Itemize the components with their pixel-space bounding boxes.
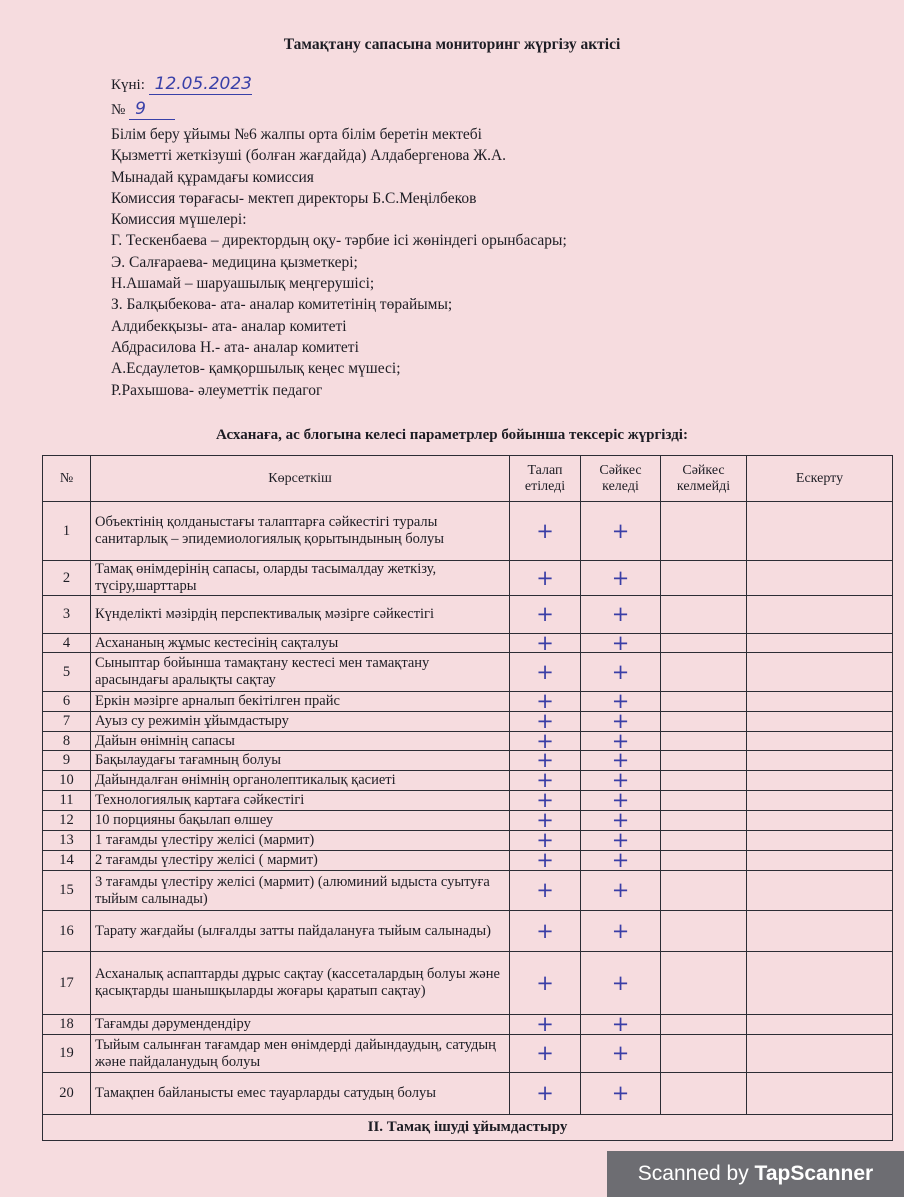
row-number: 17 bbox=[43, 952, 91, 1015]
table-row bbox=[43, 712, 893, 732]
row-compliant-mark: + bbox=[581, 952, 661, 1015]
section-two-title: ІІ. Тамақ ішуді ұйымдастыру bbox=[43, 1115, 893, 1141]
number-value: 9 bbox=[129, 99, 175, 120]
info-line: Абдрасилова Н.- ата- аналар комитеті bbox=[111, 338, 359, 356]
row-note bbox=[747, 771, 893, 791]
row-required-mark: + bbox=[510, 1035, 581, 1073]
row-required-mark: + bbox=[510, 634, 581, 653]
row-number: 9 bbox=[43, 751, 91, 771]
row-required-mark: + bbox=[510, 502, 581, 561]
row-indicator: Сыныптар бойынша тамақтану кестесі мен тамақтану арасындағы аралықты сақтау bbox=[91, 653, 510, 692]
info-line: Комиссия мүшелері: bbox=[111, 211, 247, 229]
number-label: № bbox=[111, 102, 126, 118]
row-number: 10 bbox=[43, 771, 91, 791]
row-compliant-mark: + bbox=[581, 561, 661, 596]
row-indicator: Тыйым салынған тағамдар мен өнімдерді дайындаудың, сатудың және пайдаланудың болуы bbox=[91, 1035, 510, 1073]
row-indicator: Объектінің қолданыстағы талаптарға сәйкестігі туралы санитарлық – эпидемиологиялық қорытындының болуы bbox=[91, 502, 510, 561]
info-line: Білім беру ұйымы №6 жалпы орта білім беретін мектебі bbox=[111, 126, 482, 143]
row-note bbox=[747, 851, 893, 871]
table-row bbox=[43, 596, 893, 634]
row-noncompliant-mark bbox=[661, 851, 747, 871]
row-number: 5 bbox=[43, 653, 91, 692]
row-required-mark: + bbox=[510, 831, 581, 851]
table-row bbox=[43, 634, 893, 653]
inspection-table bbox=[42, 455, 893, 1141]
row-number: 18 bbox=[43, 1015, 91, 1035]
row-indicator: Бақылаудағы тағамның болуы bbox=[91, 751, 510, 771]
row-compliant-mark: + bbox=[581, 851, 661, 871]
row-compliant-mark: + bbox=[581, 911, 661, 952]
row-noncompliant-mark bbox=[661, 1073, 747, 1115]
info-line: Мынадай құрамдағы комиссия bbox=[111, 168, 314, 186]
row-required-mark: + bbox=[510, 732, 581, 751]
row-indicator: Тамақпен байланысты емес тауарларды сатудың болуы bbox=[91, 1073, 510, 1115]
row-noncompliant-mark bbox=[661, 811, 747, 831]
table-row bbox=[43, 751, 893, 771]
row-note bbox=[747, 1073, 893, 1115]
info-line: Э. Салғараева- медицина қызметкері; bbox=[111, 253, 358, 271]
date-line bbox=[111, 74, 252, 95]
row-number: 12 bbox=[43, 811, 91, 831]
row-noncompliant-mark bbox=[661, 952, 747, 1015]
row-noncompliant-mark bbox=[661, 596, 747, 634]
row-compliant-mark: + bbox=[581, 692, 661, 712]
row-indicator: Тарату жағдайы (ылғалды затты пайдалануға тыйым салынады) bbox=[91, 911, 510, 952]
table-row bbox=[43, 653, 893, 692]
row-compliant-mark: + bbox=[581, 791, 661, 811]
row-indicator: Дайын өнімнің сапасы bbox=[91, 732, 510, 751]
row-compliant-mark: + bbox=[581, 1035, 661, 1073]
row-compliant-mark: + bbox=[581, 502, 661, 561]
row-required-mark: + bbox=[510, 811, 581, 831]
row-compliant-mark: + bbox=[581, 634, 661, 653]
info-line: З. Балқыбекова- ата- аналар комитетінің төрайымы; bbox=[111, 296, 453, 314]
number-line bbox=[111, 99, 175, 120]
table-row bbox=[43, 1015, 893, 1035]
table-row bbox=[43, 911, 893, 952]
row-noncompliant-mark bbox=[661, 1015, 747, 1035]
row-noncompliant-mark bbox=[661, 831, 747, 851]
table-row bbox=[43, 732, 893, 751]
row-note bbox=[747, 692, 893, 712]
info-line: Р.Рахышова- әлеуметтік педагог bbox=[111, 381, 323, 399]
row-noncompliant-mark bbox=[661, 692, 747, 712]
row-number: 1 bbox=[43, 502, 91, 561]
watermark-prefix: Scanned by bbox=[637, 1162, 755, 1185]
row-required-mark: + bbox=[510, 871, 581, 911]
table-row bbox=[43, 871, 893, 911]
row-required-mark: + bbox=[510, 1015, 581, 1035]
row-noncompliant-mark bbox=[661, 791, 747, 811]
document-title: Тамақтану сапасына мониторинг жүргізу актісі bbox=[283, 36, 621, 53]
row-required-mark: + bbox=[510, 911, 581, 952]
row-compliant-mark: + bbox=[581, 871, 661, 911]
row-compliant-mark: + bbox=[581, 1073, 661, 1115]
row-compliant-mark: + bbox=[581, 771, 661, 791]
header-note: Ескерту bbox=[747, 456, 893, 502]
row-compliant-mark: + bbox=[581, 732, 661, 751]
header-required: Талап етіледі bbox=[510, 456, 581, 502]
row-indicator: 10 порцияны бақылап өлшеу bbox=[91, 811, 510, 831]
row-required-mark: + bbox=[510, 653, 581, 692]
table-row bbox=[43, 771, 893, 791]
row-note bbox=[747, 871, 893, 911]
row-note bbox=[747, 952, 893, 1015]
header-compliant: Сәйкес келеді bbox=[581, 456, 661, 502]
row-note bbox=[747, 732, 893, 751]
row-number: 13 bbox=[43, 831, 91, 851]
row-compliant-mark: + bbox=[581, 653, 661, 692]
row-required-mark: + bbox=[510, 596, 581, 634]
row-required-mark: + bbox=[510, 771, 581, 791]
row-note bbox=[747, 811, 893, 831]
row-note bbox=[747, 634, 893, 653]
header-indicator: Көрсеткіш bbox=[91, 456, 510, 502]
row-noncompliant-mark bbox=[661, 653, 747, 692]
row-required-mark: + bbox=[510, 851, 581, 871]
row-number: 3 bbox=[43, 596, 91, 634]
info-line: Н.Ашамай – шаруашылық меңгерушісі; bbox=[111, 275, 375, 293]
row-number: 6 bbox=[43, 692, 91, 712]
info-line: Комиссия төрағасы- мектеп директоры Б.С.Меңілбеков bbox=[111, 189, 477, 207]
row-compliant-mark: + bbox=[581, 751, 661, 771]
date-label: Күні: bbox=[111, 77, 145, 93]
row-indicator: Тағамды дәрумендендіру bbox=[91, 1015, 510, 1035]
row-required-mark: + bbox=[510, 952, 581, 1015]
table-header-row bbox=[43, 456, 893, 502]
row-note bbox=[747, 596, 893, 634]
row-noncompliant-mark bbox=[661, 732, 747, 751]
info-line: Алдибекқызы- ата- аналар комитеті bbox=[111, 317, 347, 335]
row-noncompliant-mark bbox=[661, 712, 747, 732]
row-indicator: Еркін мәзірге арналып бекітілген прайс bbox=[91, 692, 510, 712]
row-noncompliant-mark bbox=[661, 502, 747, 561]
row-number: 15 bbox=[43, 871, 91, 911]
table-row bbox=[43, 851, 893, 871]
row-required-mark: + bbox=[510, 561, 581, 596]
row-note bbox=[747, 502, 893, 561]
row-indicator: Тамақ өнімдерінің сапасы, оларды тасымалдау жеткізу, түсіру,шарттары bbox=[91, 561, 510, 596]
section-row bbox=[43, 1115, 893, 1141]
row-required-mark: + bbox=[510, 692, 581, 712]
row-number: 19 bbox=[43, 1035, 91, 1073]
table-row bbox=[43, 1073, 893, 1115]
row-indicator: Асхананың жұмыс кестесінің сақталуы bbox=[91, 634, 510, 653]
row-note bbox=[747, 712, 893, 732]
row-noncompliant-mark bbox=[661, 871, 747, 911]
row-number: 4 bbox=[43, 634, 91, 653]
scanner-watermark bbox=[607, 1151, 904, 1197]
row-number: 8 bbox=[43, 732, 91, 751]
row-number: 20 bbox=[43, 1073, 91, 1115]
table-row bbox=[43, 791, 893, 811]
inspection-subtitle: Асханаға, ас блогына келесі параметрлер бойынша тексеріс жүргізді: bbox=[216, 427, 688, 443]
row-noncompliant-mark bbox=[661, 751, 747, 771]
row-compliant-mark: + bbox=[581, 831, 661, 851]
row-note bbox=[747, 831, 893, 851]
row-indicator: 3 тағамды үлестіру желісі (мармит) (алюминий ыдыста суытуға тыйым салынады) bbox=[91, 871, 510, 911]
row-indicator: Ауыз су режимін ұйымдастыру bbox=[91, 712, 510, 732]
row-indicator: 2 тағамды үлестіру желісі ( мармит) bbox=[91, 851, 510, 871]
row-compliant-mark: + bbox=[581, 596, 661, 634]
row-number: 2 bbox=[43, 561, 91, 596]
info-line: А.Есдаулетов- қамқоршылық кеңес мүшесі; bbox=[111, 360, 401, 378]
row-noncompliant-mark bbox=[661, 771, 747, 791]
row-indicator: Технологиялық картаға сәйкестігі bbox=[91, 791, 510, 811]
row-note bbox=[747, 1035, 893, 1073]
watermark-brand: TapScanner bbox=[754, 1162, 874, 1185]
row-indicator: 1 тағамды үлестіру желісі (мармит) bbox=[91, 831, 510, 851]
header-noncompliant: Сәйкес келмейді bbox=[661, 456, 747, 502]
row-note bbox=[747, 561, 893, 596]
row-required-mark: + bbox=[510, 791, 581, 811]
table-row bbox=[43, 811, 893, 831]
info-line: Қызметті жеткізуші (болған жағдайда) Алдабергенова Ж.А. bbox=[111, 147, 507, 165]
header-number: № bbox=[43, 456, 91, 502]
row-indicator: Күнделікті мәзірдің перспективалық мәзірге сәйкестігі bbox=[91, 596, 510, 634]
row-required-mark: + bbox=[510, 1073, 581, 1115]
row-indicator: Асханалық аспаптарды дұрыс сақтау (кассеталардың болуы және қасықтарды шанышқыларды жоғары қаратып сақтау) bbox=[91, 952, 510, 1015]
row-noncompliant-mark bbox=[661, 561, 747, 596]
row-indicator: Дайындалған өнімнің органолептикалық қасиеті bbox=[91, 771, 510, 791]
row-compliant-mark: + bbox=[581, 811, 661, 831]
row-note bbox=[747, 791, 893, 811]
row-note bbox=[747, 1015, 893, 1035]
row-required-mark: + bbox=[510, 751, 581, 771]
row-compliant-mark: + bbox=[581, 1015, 661, 1035]
table-row bbox=[43, 952, 893, 1015]
row-required-mark: + bbox=[510, 712, 581, 732]
row-noncompliant-mark bbox=[661, 634, 747, 653]
table-row bbox=[43, 1035, 893, 1073]
row-number: 7 bbox=[43, 712, 91, 732]
table-row bbox=[43, 561, 893, 596]
row-number: 14 bbox=[43, 851, 91, 871]
row-number: 11 bbox=[43, 791, 91, 811]
table-row bbox=[43, 831, 893, 851]
row-note bbox=[747, 653, 893, 692]
info-line: Г. Тескенбаева – директордың оқу- тәрбие ісі жөніндегі орынбасары; bbox=[111, 232, 567, 250]
row-noncompliant-mark bbox=[661, 1035, 747, 1073]
row-number: 16 bbox=[43, 911, 91, 952]
row-noncompliant-mark bbox=[661, 911, 747, 952]
row-note bbox=[747, 751, 893, 771]
row-note bbox=[747, 911, 893, 952]
table-row bbox=[43, 692, 893, 712]
row-compliant-mark: + bbox=[581, 712, 661, 732]
table-row bbox=[43, 502, 893, 561]
date-value: 12.05.2023 bbox=[149, 74, 252, 95]
commission-info bbox=[111, 124, 871, 401]
